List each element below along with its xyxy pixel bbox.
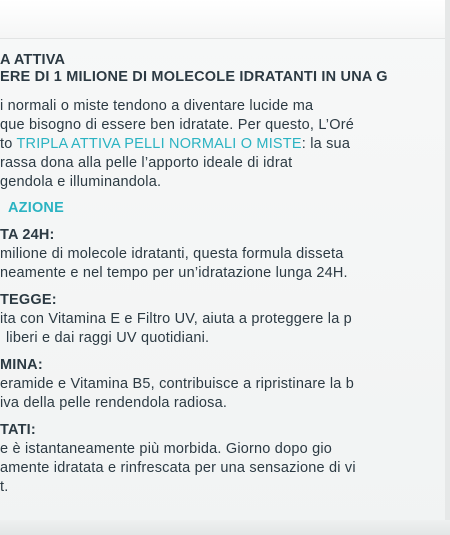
results-line-3: t. <box>0 479 9 495</box>
intro-line-4: rassa dona alla pelle l’apporto ideale di idrat <box>0 155 293 171</box>
intro-line-2: que bisogno di essere ben idratate. Per questo, L’Oré <box>0 117 354 133</box>
intro-line-3-start: to <box>0 136 17 152</box>
benefit-heading-protect: TEGGE: <box>0 292 57 308</box>
intro-line-1: i normali o miste tendono a diventare lucide ma <box>0 98 314 114</box>
results-line-2: amente idratata e rinfrescata per una sensazione di vi <box>0 460 356 476</box>
headline-molecules: ERE DI 1 MILIONE DI MOLECOLE IDRATANTI IN UNA G <box>0 69 388 85</box>
box-right-edge <box>445 0 450 535</box>
intro-line-5: gendola e illuminandola. <box>0 174 162 190</box>
benefit-protect-line-1: ita con Vitamina E e Filtro UV, aiuta a proteggere la p <box>0 311 352 327</box>
product-name: TRIPLA ATTIVA PELLI NORMALI O MISTE <box>16 136 302 152</box>
benefit-24h-line-1: milione di molecole idratanti, questa formula disseta <box>0 246 344 262</box>
ingredient-panel <box>0 40 445 522</box>
intro-line-3-end: : la sua <box>301 136 351 152</box>
box-bottom-edge <box>0 520 450 535</box>
results-line-1: e è istantaneamente più morbida. Giorno dopo gio <box>0 441 333 457</box>
benefit-heading-24h: TA 24H: <box>0 227 55 243</box>
section-title-action: AZIONE <box>8 200 64 216</box>
benefit-protect-line-2: liberi e dai raggi UV quotidiani. <box>6 330 210 346</box>
intro-line-3 <box>0 136 350 153</box>
results-heading: TATI: <box>0 422 36 438</box>
box-top-edge <box>0 0 450 39</box>
benefit-vitamin-line-1: eramide e Vitamina B5, contribuisce a ripristinare la b <box>0 376 355 392</box>
benefit-vitamin-line-2: iva della pelle rendendola radiosa. <box>0 395 228 411</box>
section-title-active: A ATTIVA <box>0 52 66 68</box>
benefit-heading-vitamin: MINA: <box>0 357 43 373</box>
benefit-24h-line-2: neamente e nel tempo per un’idratazione lunga 24H. <box>0 265 348 281</box>
